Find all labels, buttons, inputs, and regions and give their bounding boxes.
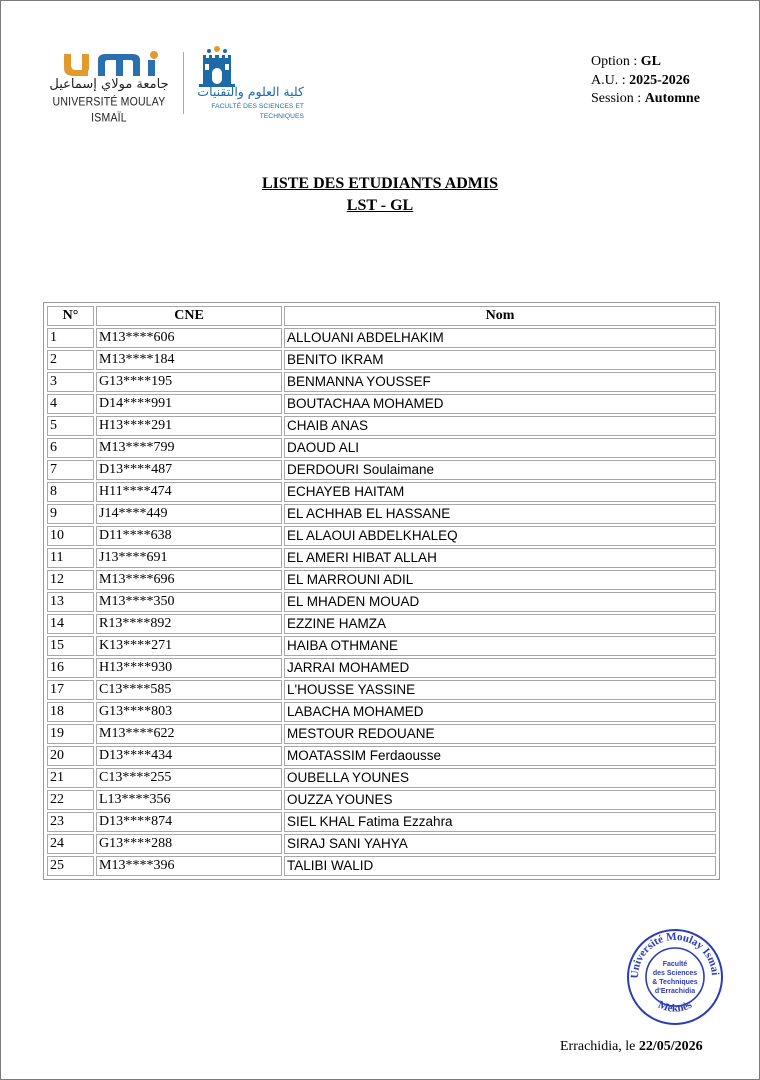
row-name: BOUTACHAA MOHAMED <box>284 394 716 414</box>
table-row <box>47 790 716 810</box>
table-row <box>47 592 716 612</box>
column-header-name: Nom <box>284 306 716 326</box>
row-name: JARRAI MOHAMED <box>284 658 716 678</box>
row-name: HAIBA OTHMANE <box>284 636 716 656</box>
table-row <box>47 526 716 546</box>
umi-arabic-name: جامعة مولاي إسماعيل <box>49 77 169 92</box>
row-cne: M13****606 <box>96 328 282 348</box>
row-number: 5 <box>47 416 94 436</box>
row-cne: M13****350 <box>96 592 282 612</box>
row-number: 24 <box>47 834 94 854</box>
session-line <box>591 90 700 109</box>
row-cne: H11****474 <box>96 482 282 502</box>
row-number: 17 <box>47 680 94 700</box>
row-cne: G13****195 <box>96 372 282 392</box>
column-header-cne: CNE <box>96 306 282 326</box>
row-cne: L13****356 <box>96 790 282 810</box>
row-name: ALLOUANI ABDELHAKIM <box>284 328 716 348</box>
logo-divider <box>183 52 184 114</box>
stamp-center-line: des Sciences <box>652 970 698 977</box>
row-cne: D14****991 <box>96 394 282 414</box>
row-number: 11 <box>47 548 94 568</box>
option-label: Option : <box>591 54 641 69</box>
row-number: 21 <box>47 768 94 788</box>
row-cne: D13****487 <box>96 460 282 480</box>
svg-text:Meknès <box>656 998 694 1014</box>
row-name: SIRAJ SANI YAHYA <box>284 834 716 854</box>
table-row <box>47 372 716 392</box>
row-number: 22 <box>47 790 94 810</box>
table-row <box>47 746 716 766</box>
row-number: 19 <box>47 724 94 744</box>
option-value: GL <box>640 54 662 69</box>
table-header-row <box>47 306 716 326</box>
table-row <box>47 680 716 700</box>
row-name: EL MHADEN MOUAD <box>284 592 716 612</box>
table-row <box>47 702 716 722</box>
row-name: EL MARROUNI ADIL <box>284 570 716 590</box>
fst-emblem-icon <box>196 44 238 88</box>
row-name: DAOUD ALI <box>284 438 716 458</box>
stamp-center-line: d'Errachidia <box>654 988 696 995</box>
row-name: BENMANNA YOUSSEF <box>284 372 716 392</box>
table-row <box>47 570 716 590</box>
document-title: LISTE DES ETUDIANTS ADMIS <box>261 175 499 192</box>
row-cne: D11****638 <box>96 526 282 546</box>
fst-logo <box>192 44 310 118</box>
row-cne: C13****255 <box>96 768 282 788</box>
row-name: DERDOURI Soulaimane <box>284 460 716 480</box>
row-number: 10 <box>47 526 94 546</box>
row-number: 4 <box>47 394 94 414</box>
academic-year-value: 2025-2026 <box>629 72 690 88</box>
table-row <box>47 834 716 854</box>
stamp-bottom-text: Meknès <box>656 998 694 1015</box>
row-cne: M13****622 <box>96 724 282 744</box>
row-number: 1 <box>47 328 94 348</box>
row-number: 14 <box>47 614 94 634</box>
table-row <box>47 350 716 370</box>
row-cne: M13****696 <box>96 570 282 590</box>
row-name: EL ALAOUI ABDELKHALEQ <box>284 526 716 546</box>
row-cne: G13****803 <box>96 702 282 722</box>
row-number: 15 <box>47 636 94 656</box>
row-cne: G13****288 <box>96 834 282 854</box>
row-name: ECHAYEB HAITAM <box>284 482 716 502</box>
row-name: BENITO IKRAM <box>284 350 716 370</box>
table-row <box>47 856 716 876</box>
footer-date-line <box>560 1039 703 1055</box>
table-row <box>47 328 716 348</box>
table-row <box>47 636 716 656</box>
table-row <box>47 812 716 832</box>
row-cne: K13****271 <box>96 636 282 656</box>
row-number: 18 <box>47 702 94 722</box>
umi-logo-mark <box>62 50 174 80</box>
table-row <box>47 416 716 436</box>
row-cne: D13****874 <box>96 812 282 832</box>
row-name: LABACHA MOHAMED <box>284 702 716 722</box>
footer-place-label: Errachidia, le <box>560 1039 639 1054</box>
row-cne: D13****434 <box>96 746 282 766</box>
umi-logo <box>44 48 174 125</box>
table-row <box>47 482 716 502</box>
row-name: TALIBI WALID <box>284 856 716 876</box>
stamp-center-line: Faculté <box>662 961 688 968</box>
row-number: 25 <box>47 856 94 876</box>
row-cne: J13****691 <box>96 548 282 568</box>
row-number: 7 <box>47 460 94 480</box>
row-name: MESTOUR REDOUANE <box>284 724 716 744</box>
session-value: Automne <box>644 91 700 106</box>
academic-year-label: A.U. : <box>591 72 630 88</box>
row-number: 16 <box>47 658 94 678</box>
table-row <box>47 658 716 678</box>
row-name: EL AMERI HIBAT ALLAH <box>284 548 716 568</box>
faculty-stamp <box>626 928 724 1026</box>
row-name: OUZZA YOUNES <box>284 790 716 810</box>
row-name: MOATASSIM Ferdaousse <box>284 746 716 766</box>
table-row <box>47 460 716 480</box>
table-row <box>47 768 716 788</box>
stamp-center-line: & Techniques <box>652 979 698 986</box>
row-number: 9 <box>47 504 94 524</box>
row-number: 2 <box>47 350 94 370</box>
row-number: 6 <box>47 438 94 458</box>
option-line <box>591 53 700 72</box>
row-number: 8 <box>47 482 94 502</box>
row-name: EL ACHHAB EL HASSANE <box>284 504 716 524</box>
students-table <box>43 302 720 880</box>
row-cne: J14****449 <box>96 504 282 524</box>
row-cne: M13****396 <box>96 856 282 876</box>
row-cne: H13****291 <box>96 416 282 436</box>
session-label: Session : <box>591 91 645 106</box>
table-row <box>47 614 716 634</box>
row-cne: R13****892 <box>96 614 282 634</box>
document-subtitle: LST - GL <box>346 197 414 214</box>
footer-date: 22/05/2026 <box>638 1039 703 1054</box>
row-name: SIEL KHAL Fatima Ezzahra <box>284 812 716 832</box>
header-info <box>591 53 700 109</box>
table-row <box>47 504 716 524</box>
row-number: 20 <box>47 746 94 766</box>
row-cne: M13****799 <box>96 438 282 458</box>
row-cne: C13****585 <box>96 680 282 700</box>
stamp-ring-text: Université Moulay Ismai <box>628 930 721 979</box>
table-row <box>47 724 716 744</box>
table-row <box>47 394 716 414</box>
table-row <box>47 438 716 458</box>
column-header-number: N° <box>47 306 94 326</box>
row-cne: H13****930 <box>96 658 282 678</box>
row-number: 3 <box>47 372 94 392</box>
row-name: L'HOUSSE YASSINE <box>284 680 716 700</box>
fst-arabic-name: كلية العلوم والتقنيات <box>197 84 304 99</box>
row-number: 13 <box>47 592 94 612</box>
umi-french-name: UNIVERSITÉ MOULAY ISMAÏL <box>52 95 166 125</box>
row-name: OUBELLA YOUNES <box>284 768 716 788</box>
fst-french-name: FACULTÉ DES SCIENCES ET TECHNIQUES <box>211 103 304 120</box>
row-name: CHAIB ANAS <box>284 416 716 436</box>
row-number: 23 <box>47 812 94 832</box>
row-number: 12 <box>47 570 94 590</box>
academic-year-line <box>591 72 700 91</box>
table-row <box>47 548 716 568</box>
row-name: EZZINE HAMZA <box>284 614 716 634</box>
row-cne: M13****184 <box>96 350 282 370</box>
